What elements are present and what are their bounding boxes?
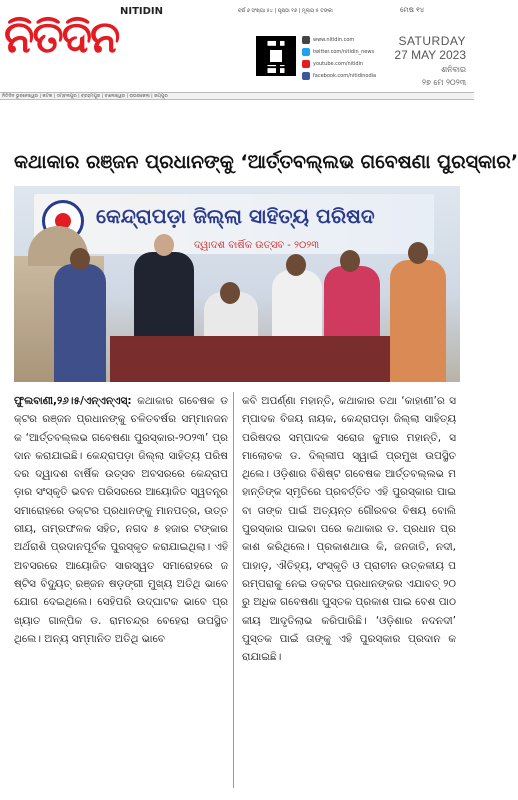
person-head	[220, 282, 240, 304]
newspaper-logo: ନିତିଦିନ	[4, 12, 119, 63]
odia-date-label: ୨୭ ମେ ୨୦୨୩	[421, 78, 466, 87]
event-banner	[34, 194, 434, 254]
youtube-icon	[302, 60, 310, 68]
person-head	[70, 248, 90, 270]
weekday-label: SATURDAY	[398, 34, 466, 48]
qr-code-icon	[256, 36, 296, 76]
person-figure	[54, 264, 106, 382]
person-head	[286, 254, 306, 276]
masthead	[0, 0, 474, 92]
person-figure	[390, 260, 446, 382]
article-headline: କଥାକାର ରଞ୍ଜନ ପ୍ରଧାନଙ୍କୁ ‘ଆର୍ତ୍ତବଲ୍ଲଭ ଗବେଷଣା ପୁରସ୍କାର’	[14, 151, 518, 173]
date-label: 27 MAY 2023	[394, 48, 466, 62]
banner-subtitle: ଦ୍ୱାଦଶ ବାର୍ଷିକ ଉତ୍ସବ - ୨୦୨୩	[194, 240, 320, 251]
edition-info-right: ମେଷ ୧୪	[400, 6, 425, 14]
edition-info: ବର୍ଷ ୬ ସଂଖ୍ୟା ୫୪ | ପୃଷ୍ଠା ୧୬ | ମୂଲ୍ୟ ୫ ଟଙ୍କା	[238, 8, 333, 14]
column-divider	[233, 392, 234, 788]
social-link-youtube[interactable]: youtube.com/nitidin	[302, 58, 394, 69]
social-link-facebook[interactable]: facebook.com/nitidinodia	[302, 70, 394, 81]
article-photo	[14, 186, 460, 382]
edition-strip: ନିତିଦିନ ଭୁବନେଶ୍ୱର | କଟକ | ସମ୍ବଲପୁର | ବ୍ରହ୍ମପୁର | ବାଲେଶ୍ୱର | ରାଉରକେଲା | ଜୟପୁର	[0, 92, 474, 100]
social-link-twitter[interactable]: twitter.com/nitidin_news	[302, 46, 394, 57]
facebook-icon	[302, 72, 310, 80]
article-dateline: ଫୁଲବାଣୀ,୨୬।୫/ଏନ୍‌ଏନ୍‌ଏସ୍‌:	[14, 395, 132, 407]
date-block	[394, 34, 466, 88]
stage-table	[110, 336, 390, 382]
social-links	[302, 34, 394, 82]
odia-weekday-label: ଶନିବାର	[441, 65, 466, 74]
article-body	[14, 392, 460, 792]
social-link-web[interactable]: www.nitidin.com	[302, 34, 394, 45]
article-text-right: କବି ଅପର୍ଣ୍ଣା ମହାନ୍ତି, କଥାକାର ତଥା ‘କାହାଣୀ’ର ସମ୍ପାଦକ ବିଜୟ ନାୟକ, କେନ୍ଦ୍ରାପଡ଼ା ଜିଲ୍ଲା ସାହିତ୍ୟ ପରିଷଦର ସମ୍ପାଦକ ସରୋଜ କୁମାର ମହାନ୍ତି, ସମାଲୋଚକ ଡ. ଦିଲ୍ଲୀପ ସ୍ୱାଇଁ ପ୍ରମୁଖ ଉପସ୍ଥିତ ଥିଲେ। ଓଡ଼ିଶାର ବିଶିଷ୍ଟ ଗବେଷକ ଆର୍ତ୍ତବଲ୍ଲଭ ମହାନ୍ତିଙ୍କ ସ୍ମୃତିରେ ପ୍ରବର୍ତ୍ତିତ ଏହି ପୁରସ୍କାର ପାଇବା ତାଙ୍କ ପାଇଁ ଅତ୍ୟନ୍ତ ଗୌରବର ବିଷୟ ବୋଲି ପୁରସ୍କାର ପାଇବା ପରେ କଥାକାର ଡ. ପ୍ରଧାନ ପ୍ରକାଶ କରିଥିଲେ। ପ୍ରକାଶଥାଉ କି, ଜନଜାତି, ନଦୀ, ପାହାଡ଼, ଐତିହ୍ୟ, ସଂସ୍କୃତି ଓ ପ୍ରାଚୀନ ଉତ୍କଳୀୟ ପରମ୍ପରାକୁ ନେଇ ଡକ୍ଟର ପ୍ରଧାନଙ୍କର ଏଯାବତ୍ ୨୦ରୁ ଅଧିକ ଗବେଷଣା ପୁସ୍ତକ ପ୍ରକାଶ ପାଇ ବେଶ ପାଠକୀୟ ଆଦୃତିଲାଭ କରିପାରିଛି। ‘ଓଡ଼ିଶାର ନଦନଦୀ’ ପୁସ୍ତକ ପାଇଁ ତାଙ୍କୁ ଏହି ପୁରସ୍କାର ପ୍ରଦାନ କରାଯାଇଛି।	[242, 395, 456, 664]
web-icon	[302, 36, 310, 44]
twitter-icon	[302, 48, 310, 56]
article-column-left	[14, 392, 228, 648]
newspaper-logo-latin: NITIDIN	[120, 6, 164, 17]
person-head	[154, 234, 174, 256]
person-head	[408, 242, 428, 264]
article-text-left: କଥାକାର ଗବେଷକ ଡକ୍ଟର ରଞ୍ଜନ ପ୍ରଧାନଙ୍କୁ ଚଳିତବର୍ଷର ସମ୍ମାନଜନକ ‘ଆର୍ତ୍ତବଲ୍ଲଭ ଗବେଷଣା ପୁରସ୍କାର-୨୦୨୩’ ପ୍ରଦାନ କରାଯାଇଛି। କେନ୍ଦ୍ରାପଡ଼ା ଜିଲ୍ଲା ସାହିତ୍ୟ ପରିଷଦର ଦ୍ୱାଦଶ ବାର୍ଷିକ ଉତ୍ସବ ଅବସରରେ କେନ୍ଦ୍ରାପଡ଼ାର ସଂସ୍କୃତି ଭବନ ପରିସରରେ ଆୟୋଜିତ ସ୍ୱତନ୍ତ୍ର ସମାରୋହରେ ଡକ୍ଟର ପ୍ରଧାନଙ୍କୁ ମାନପତ୍ର, ଉତ୍ତରୀୟ, ତାମ୍ରଫଳକ ସହିତ, ନଗଦ ୫ ହଜାର ଟଙ୍କାର ଅର୍ଥରାଶି ପ୍ରଦାନପୂର୍ବକ ପୁରସ୍କୃତ କରାଯାଇଥିଲା। ଏହି ଅବସରରେ ଆୟୋଜିତ ସାରସ୍ୱତ ସମାରୋହରେ ଜଷ୍ଟିସ ବିଦ୍ୟୁତ୍ ରଞ୍ଜନ ଷଡ଼ଙ୍ଗୀ ମୁଖ୍ୟ ଅତିଥି ଭାବେ ଯୋଗ ଦେଇଥିଲେ। ସେହିପରି ଉଦ୍‌ଘାଟକ ଭାବେ ପ୍ରଖ୍ୟାତ ଗାଳ୍ପିକ ଡ. ରାମଚନ୍ଦ୍ର ବେହେରା ଉପସ୍ଥିତ ଥିଲେ। ଅନ୍ୟ ସମ୍ମାନିତ ଅତିଥି ଭାବେ	[14, 395, 228, 645]
article-column-right	[242, 392, 456, 666]
banner-title: କେନ୍ଦ୍ରାପଡ଼ା ଜିଲ୍ଲା ସାହିତ୍ୟ ପରିଷଦ	[96, 204, 375, 228]
person-head	[340, 250, 360, 272]
